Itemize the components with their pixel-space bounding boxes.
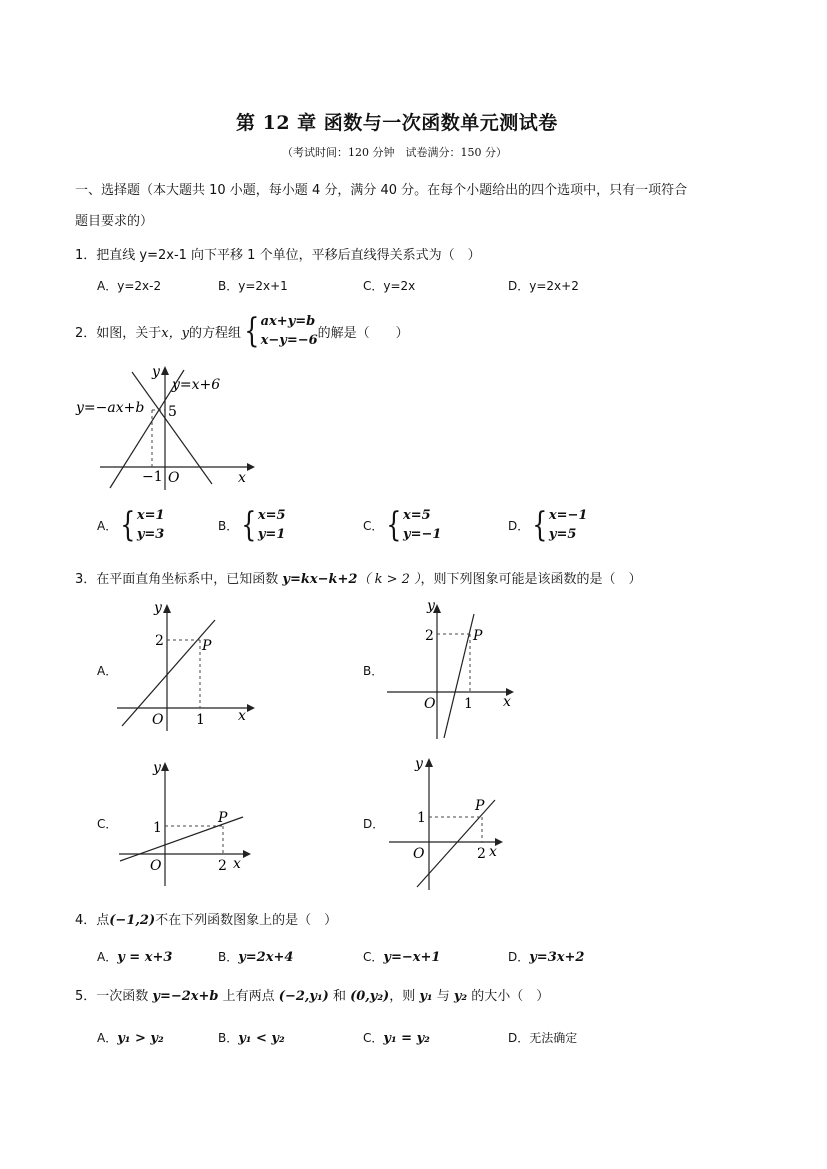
q1-option-a[interactable]: A．y=2x-2 bbox=[97, 279, 162, 293]
q5-option-b[interactable]: B．y₁ < y₂ bbox=[218, 1031, 285, 1046]
svg-text:P: P bbox=[473, 628, 483, 644]
svg-text:1: 1 bbox=[464, 696, 473, 712]
q4-option-a[interactable]: A．y = x+3 bbox=[97, 950, 173, 965]
svg-text:1: 1 bbox=[417, 810, 426, 826]
q4-option-d[interactable]: D．y=3x+2 bbox=[508, 950, 585, 965]
section-heading-line1: 一、选择题（本大题共 10 小题，每小题 4 分，满分 40 分。在每个小题给出的四个选项中，只有一项符合 bbox=[75, 183, 688, 198]
q2-option-c[interactable]: C． { x=5 y=−1 bbox=[363, 505, 442, 545]
svg-text:2: 2 bbox=[477, 846, 486, 862]
svg-text:y: y bbox=[415, 756, 423, 772]
brace-icon: { bbox=[386, 505, 402, 545]
brace-icon: { bbox=[241, 505, 257, 545]
question-2-stem: 2．如图，关于 x，y 的方程组 { ax+y=b x−y=−6 的解是（ ） bbox=[75, 311, 409, 351]
svg-text:y: y bbox=[154, 600, 162, 616]
svg-text:y: y bbox=[153, 760, 161, 776]
q3-option-b-label[interactable]: B． bbox=[363, 664, 384, 678]
brace-icon: { bbox=[532, 505, 548, 545]
x-axis-label: x bbox=[238, 470, 246, 486]
q3-graph-c[interactable] bbox=[115, 756, 255, 888]
q5-option-a[interactable]: A．y₁ > y₂ bbox=[97, 1031, 164, 1046]
q3-graph-d[interactable] bbox=[385, 752, 510, 892]
svg-text:O: O bbox=[424, 696, 436, 712]
svg-text:2: 2 bbox=[155, 633, 164, 649]
svg-text:P: P bbox=[475, 798, 485, 814]
q2-option-d[interactable]: D． { x=−1 y=5 bbox=[508, 505, 588, 545]
origin-label: O bbox=[168, 470, 180, 486]
svg-text:x: x bbox=[238, 708, 246, 724]
q4-option-c[interactable]: C．y=−x+1 bbox=[363, 950, 441, 965]
svg-text:x: x bbox=[503, 694, 511, 710]
q3-option-c-label[interactable]: C． bbox=[97, 817, 118, 831]
label-line2: y=−ax+b bbox=[76, 400, 145, 416]
svg-text:O: O bbox=[413, 846, 425, 862]
question-5-stem: 5．一次函数 y=−2x+b 上有两点 (−2,y₁) 和 (0,y₂)，则 y₁ 与 y₂ 的大小（ ） bbox=[75, 989, 550, 1004]
q3-option-a-label[interactable]: A． bbox=[97, 664, 118, 678]
y-axis-label: y bbox=[152, 364, 160, 380]
svg-text:x: x bbox=[233, 856, 241, 872]
label-line1: y=x+6 bbox=[172, 377, 221, 393]
tick-x-neg1: −1 bbox=[142, 469, 163, 485]
q3-option-d-label[interactable]: D． bbox=[363, 817, 385, 831]
svg-text:2: 2 bbox=[218, 858, 227, 874]
q2-option-b[interactable]: B． { x=5 y=1 bbox=[218, 505, 286, 545]
q2-equation-system: { ax+y=b x−y=−6 bbox=[244, 311, 318, 351]
svg-text:P: P bbox=[218, 810, 228, 826]
q1-option-b[interactable]: B．y=2x+1 bbox=[218, 279, 288, 293]
exam-info: （考试时间：120 分钟 试卷满分：150 分） bbox=[282, 146, 507, 159]
svg-text:1: 1 bbox=[196, 712, 205, 728]
svg-text:x: x bbox=[489, 844, 497, 860]
svg-text:2: 2 bbox=[425, 628, 434, 644]
q1-option-c[interactable]: C．y=2x bbox=[363, 279, 416, 293]
q2-option-a[interactable]: A． { x=1 y=3 bbox=[97, 505, 165, 545]
page-title: 第 12 章 函数与一次函数单元测试卷 bbox=[236, 112, 558, 134]
q2-graph bbox=[72, 362, 257, 494]
tick-y-5: 5 bbox=[168, 404, 177, 420]
svg-text:O: O bbox=[152, 712, 164, 728]
q5-option-d[interactable]: D．无法确定 bbox=[508, 1031, 578, 1045]
section-heading-line2: 题目要求的） bbox=[75, 214, 154, 229]
question-3-stem: 3．在平面直角坐标系中，已知函数 y=kx−k+2（ k > 2 ），则下列图象可能是该函数的是（ ） bbox=[75, 572, 642, 587]
q4-option-b[interactable]: B．y=2x+4 bbox=[218, 950, 294, 965]
svg-text:1: 1 bbox=[153, 820, 162, 836]
svg-text:y: y bbox=[427, 598, 435, 614]
question-4-stem: 4．点(−1,2)不在下列函数图象上的是（ ） bbox=[75, 913, 338, 928]
svg-text:O: O bbox=[150, 858, 162, 874]
question-1-stem: 1．把直线 y=2x-1 向下平移 1 个单位，平移后直线得关系式为（ ） bbox=[75, 248, 481, 263]
q3-graph-a[interactable] bbox=[112, 598, 257, 733]
q5-option-c[interactable]: C．y₁ = y₂ bbox=[363, 1031, 430, 1046]
brace-icon: { bbox=[120, 505, 136, 545]
q3-graph-b[interactable] bbox=[383, 596, 518, 741]
svg-text:P: P bbox=[202, 638, 212, 654]
q1-option-d[interactable]: D．y=2x+2 bbox=[508, 279, 579, 293]
brace-icon: { bbox=[244, 311, 260, 351]
